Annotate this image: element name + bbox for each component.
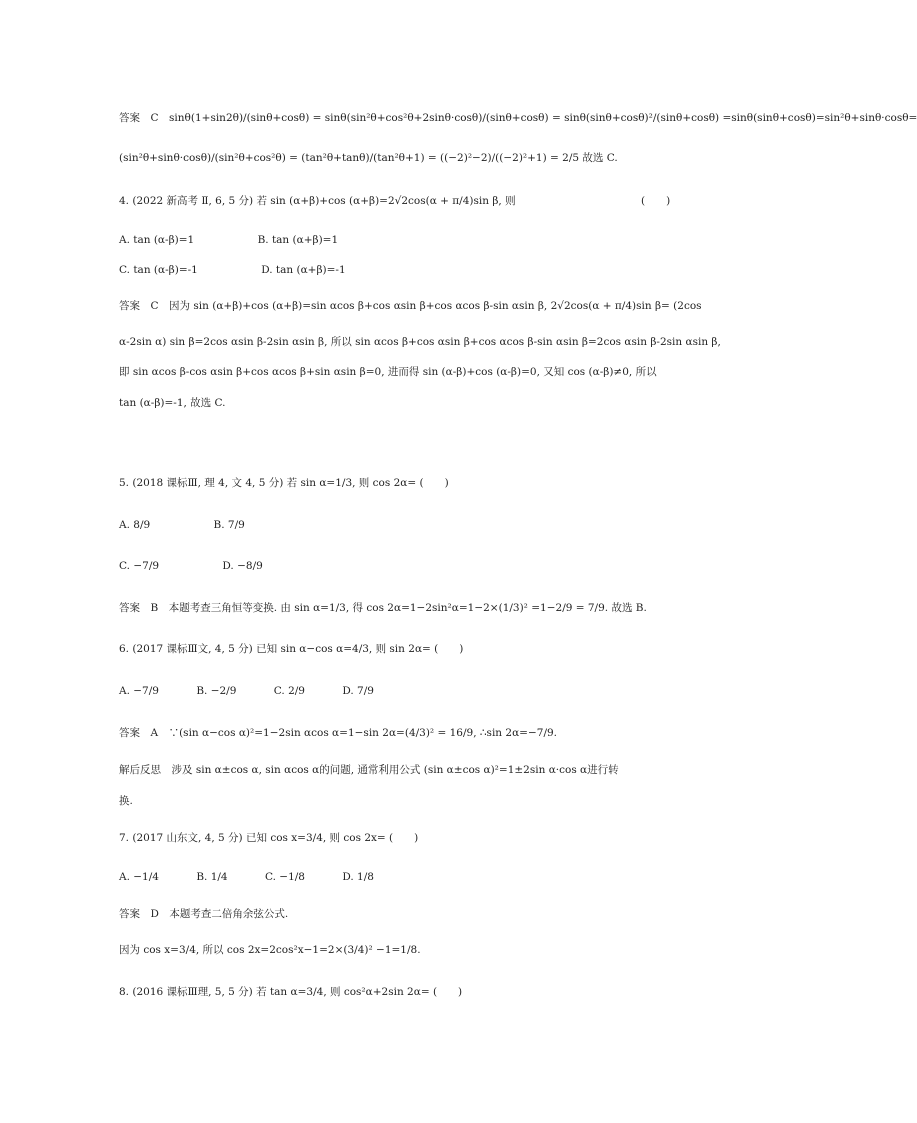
q6-note-line2: 换. [119, 795, 133, 807]
q6-options [119, 683, 374, 699]
q5-options-row2 [119, 558, 263, 574]
q4-option-d: D. tan (α+β)=-1 [261, 264, 346, 276]
q4-option-a: A. tan (α-β)=1 [119, 234, 195, 246]
q6-option-a: A. −7/9 [119, 685, 159, 697]
q4-stem: 4. (2022 新高考 Ⅱ, 6, 5 分) 若 sin (α+β)+cos (α+β)=2√2cos(α + π/4)sin β, 则 [119, 195, 516, 207]
q6-stem: 6. (2017 课标Ⅲ文, 4, 5 分) 已知 sin α−cos α=4/3, 则 sin 2α= ( ) [119, 643, 464, 655]
q4-answer-paren: ( ) [641, 195, 671, 207]
q5-option-b: B. 7/9 [213, 519, 245, 531]
q4-answer-line3: 即 sin αcos β-cos αsin β+cos αcos β+sin αsin β=0, 进而得 sin (α-β)+cos (α-β)=0, 又知 cos (α-β)≠0, 所以 [119, 366, 657, 378]
q7-option-c: C. −1/8 [264, 871, 305, 883]
q7-stem: 7. (2017 山东文, 4, 5 分) 已知 cos x=3/4, 则 cos 2x= ( ) [119, 832, 419, 844]
q4-answer-line1: 答案 C 因为 sin (α+β)+cos (α+β)=sin αcos β+cos αsin β+cos αcos β-sin αsin β, 2√2cos(α + π/4)sin β= (2cos [119, 300, 702, 312]
q5-option-c: C. −7/9 [119, 560, 160, 572]
q5-option-a: A. 8/9 [119, 519, 151, 531]
q4-options-row1 [119, 232, 338, 248]
q6-option-b: B. −2/9 [196, 685, 237, 697]
q4-options-row2 [119, 262, 346, 278]
q7-options [119, 869, 374, 885]
q7-answer-line2: 因为 cos x=3/4, 所以 cos 2x=2cos²x−1=2×(3/4)² −1=1/8. [119, 944, 421, 956]
q6-option-d: D. 7/9 [342, 685, 374, 697]
q7-option-a: A. −1/4 [119, 871, 159, 883]
q8-stem: 8. (2016 课标Ⅲ理, 5, 5 分) 若 tan α=3/4, 则 cos²α+2sin 2α= ( ) [119, 986, 463, 998]
q6-answer: 答案 A ∵(sin α−cos α)²=1−2sin αcos α=1−sin 2α=(4/3)² = 16/9, ∴sin 2α=−7/9. [119, 727, 558, 739]
q5-stem: 5. (2018 课标Ⅲ, 理 4, 文 4, 5 分) 若 sin α=1/3, 则 cos 2α= ( ) [119, 477, 449, 489]
q4-answer-line2: α-2sin α) sin β=2cos αsin β-2sin αsin β, 所以 sin αcos β+cos αsin β+cos αcos β-sin αsin β=2cos αsin β-2sin αsin β, [119, 336, 721, 348]
q4-answer-line4: tan (α-β)=-1, 故选 C. [119, 397, 226, 409]
q5-option-d: D. −8/9 [222, 560, 263, 572]
q5-options-row1 [119, 517, 245, 533]
q4-option-c: C. tan (α-β)=-1 [119, 264, 198, 276]
q4-option-b: B. tan (α+β)=1 [257, 234, 339, 246]
q3-answer-line1: 答案 C sinθ(1+sin2θ)/(sinθ+cosθ) = sinθ(sin²θ+cos²θ+2sinθ·cosθ)/(sinθ+cosθ) = sinθ(sinθ+cosθ)²/(sinθ+cosθ) =sinθ(sinθ+cosθ)=sin²θ+sinθ·cosθ= [119, 112, 917, 124]
q6-option-c: C. 2/9 [273, 685, 305, 697]
q7-answer-line1: 答案 D 本题考查二倍角余弦公式. [119, 908, 289, 920]
q5-answer: 答案 B 本题考查三角恒等变换. 由 sin α=1/3, 得 cos 2α=1−2sin²α=1−2×(1/3)² =1−2/9 = 7/9. 故选 B. [119, 602, 647, 614]
q6-note-line1: 解后反思 涉及 sin α±cos α, sin αcos α的问题, 通常利用公式 (sin α±cos α)²=1±2sin α·cos α进行转 [119, 764, 619, 776]
q3-answer-line2: (sin²θ+sinθ·cosθ)/(sin²θ+cos²θ) = (tan²θ+tanθ)/(tan²θ+1) = ((−2)²−2)/((−2)²+1) = 2/5 故选 C. [119, 152, 618, 164]
q7-option-d: D. 1/8 [342, 871, 374, 883]
q7-option-b: B. 1/4 [196, 871, 228, 883]
